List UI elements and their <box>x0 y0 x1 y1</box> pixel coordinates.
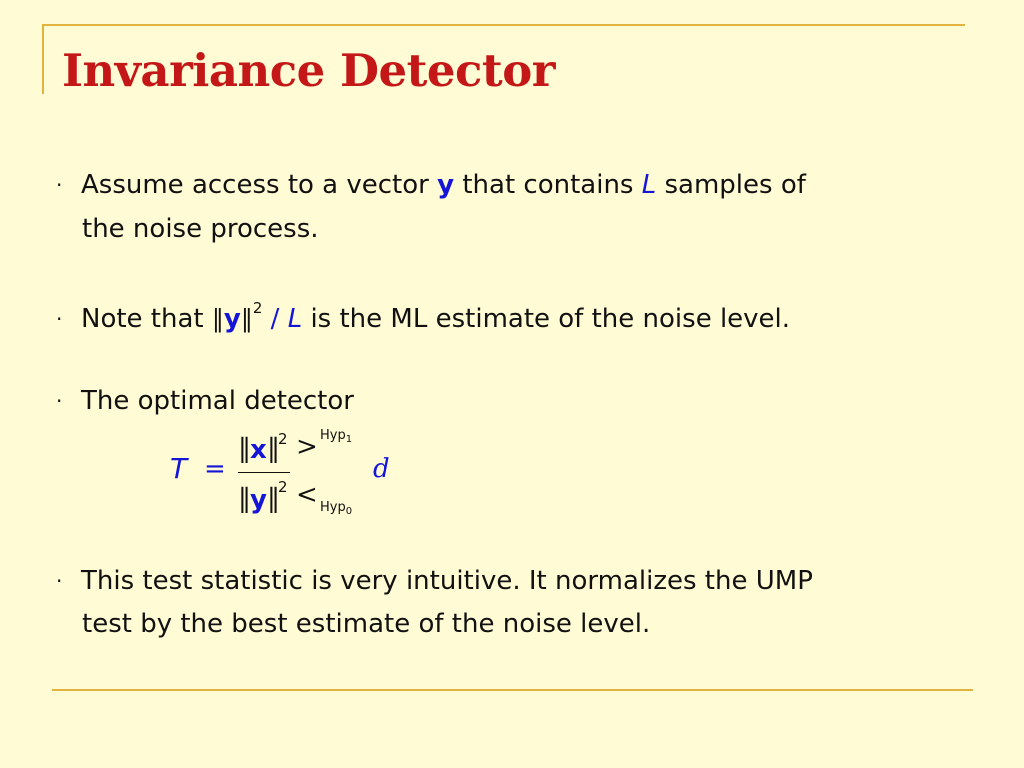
slide-title: Invariance Detector <box>62 44 555 97</box>
bullet-dot: · <box>56 389 63 413</box>
formula-equals: = <box>204 454 226 484</box>
formula-T: T <box>170 452 188 485</box>
norm-bar-right: ‖ <box>267 484 280 514</box>
hyp1-label: Hyp$_1$ <box>320 428 353 445</box>
var-L: L <box>641 170 657 200</box>
exponent: 2 <box>278 430 288 448</box>
bullet-dot: · <box>56 307 63 331</box>
norm-bar-left: ‖ <box>211 305 224 333</box>
fraction-bar <box>238 472 290 473</box>
bullet-1: · Assume access to a vector y that contains L samples of <box>56 164 806 206</box>
norm-bar-right: ‖ <box>267 434 280 464</box>
vector-y: y <box>223 304 241 334</box>
bullet-4: · This test statistic is very intuitive. It normalizes the UMP <box>56 560 813 602</box>
vector-y: y <box>250 485 267 515</box>
exponent: 2 <box>278 478 288 496</box>
vector-y: y <box>437 170 455 200</box>
norm-bar-right: ‖ <box>240 305 253 333</box>
hyp0-label: Hyp$_0$ <box>320 500 353 517</box>
less-than: < <box>296 480 318 510</box>
bullet-dot: · <box>56 569 63 593</box>
threshold-d: d <box>373 454 390 484</box>
exponent: 2 <box>252 299 263 317</box>
detector-formula <box>168 428 428 528</box>
frame-top-rule <box>42 24 965 26</box>
greater-than: > <box>296 432 318 462</box>
bullet-4-line-2: test by the best estimate of the noise level. <box>82 609 651 639</box>
bullet-3: · The optimal detector <box>56 380 354 422</box>
var-L: L <box>287 304 303 334</box>
bullet-2: · Note that ‖y‖$^2$ / L is the ML estimate of the noise level. <box>56 298 790 343</box>
norm-bar-left: ‖ <box>238 434 251 464</box>
vector-x: x <box>250 435 267 465</box>
frame-bottom-rule <box>52 689 973 691</box>
bullet-dot: · <box>56 173 63 197</box>
frame-left-rule <box>42 24 44 94</box>
norm-bar-left: ‖ <box>238 484 251 514</box>
bullet-1-line-2: the noise process. <box>82 214 319 244</box>
